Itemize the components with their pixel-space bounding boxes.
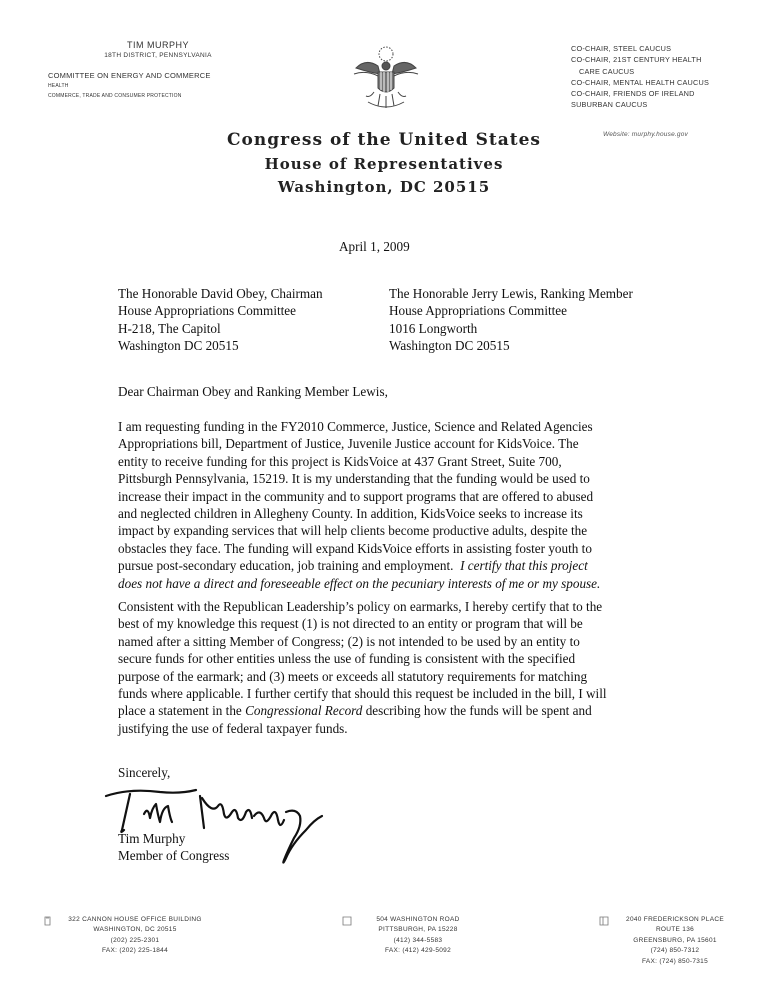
recipient-lewis: [389, 285, 633, 355]
paragraph-line: entity to receive funding for this project is KidsVoice at 437 Grant Street, Suite 700,: [118, 453, 562, 469]
office-line: 2040 FREDERICKSON PLACE: [626, 916, 724, 923]
paragraph-line: I am requesting funding in the FY2010 Commerce, Justice, Science and Related Agencies: [118, 419, 593, 434]
document-icon: [599, 916, 609, 926]
line-text: place a statement in the: [118, 703, 246, 719]
office-line: 504 WASHINGTON ROAD: [376, 916, 460, 923]
line-text: describing how the funds will be spent and: [362, 703, 592, 719]
paragraph-line: best of my knowledge this request (1) is not directed to an entity or program that will be: [118, 616, 583, 632]
office-line: 322 CANNON HOUSE OFFICE BUILDING: [68, 916, 202, 923]
paragraph-line: funds where applicable. I further certify that should this request be included in the bill, I will: [118, 686, 607, 702]
header-right: [571, 43, 761, 140]
paragraph-line: [118, 702, 748, 719]
closing: Sincerely,: [118, 765, 171, 780]
caucus-friends-ireland: CO-CHAIR, FRIENDS OF IRELAND: [571, 89, 695, 99]
signer-block: [118, 830, 229, 865]
certification-text: does not have a direct and foreseeable effect on the pecuniary interests of me or my spouse.: [118, 575, 601, 591]
subcommittee-commerce: COMMERCE, TRADE AND CONSUMER PROTECTION: [48, 93, 182, 99]
title-address: Washington, DC 20515: [277, 178, 491, 196]
paragraph-line: Appropriations bill, Department of Justice, Juvenile Justice account for KidsVoice. The: [118, 436, 579, 452]
caucus-health-line1: CO-CHAIR, 21ST CENTURY HEALTH: [571, 55, 702, 65]
recipient-line: Washington DC 20515: [389, 338, 510, 354]
office-greensburg: [615, 915, 735, 967]
paragraph-line: increase their impact in the community and to support programs that are offered to abused: [118, 488, 594, 504]
office-line: FAX: (412) 429-5092: [384, 947, 452, 955]
office-line: FAX: (202) 225-1844: [101, 947, 169, 955]
letter-date: April 1, 2009: [339, 239, 410, 254]
office-line: ROUTE 136: [655, 926, 695, 934]
recipient-line: H-218, The Capitol: [118, 320, 221, 336]
recipient-line: House Appropriations Committee: [118, 303, 297, 319]
paragraph-line: purpose of the earmark; and (3) meets or exceeds all statutory requirements for matching: [118, 668, 588, 684]
office-line: (412) 344-5583: [393, 936, 443, 944]
member-district: 18TH DISTRICT, PENNSYLVANIA: [104, 52, 212, 59]
office-line: PITTSBURGH, PA 15228: [378, 926, 458, 934]
recipient-line: The Honorable David Obey, Chairman: [118, 286, 323, 301]
office-washington: [60, 915, 210, 957]
paragraph-line: Pittsburgh Pennsylvania, 15219. It is my understanding that the funding would be used to: [118, 471, 590, 487]
caucus-suburban: SUBURBAN CAUCUS: [571, 100, 648, 110]
committee-name: COMMITTEE ON ENERGY AND COMMERCE: [48, 71, 211, 80]
title-house: House of Representatives: [264, 155, 504, 173]
caucus-mental-health: CO-CHAIR, MENTAL HEALTH CAUCUS: [571, 77, 710, 87]
paragraph-line: named after a sitting Member of Congress; (2) is not intended to be used by an entity to: [118, 633, 580, 649]
recipient-line: 1016 Longworth: [389, 320, 478, 336]
paragraph-line: and neglected children in Allegheny County. In addition, KidsVoice seeks to increase its: [118, 506, 583, 522]
signer-name: Tim Murphy: [118, 831, 186, 846]
recipient-line: Washington DC 20515: [118, 338, 239, 354]
paragraph-line: Consistent with the Republican Leadership’s policy on earmarks, I hereby certify that to the: [118, 599, 603, 614]
great-seal-icon: [348, 40, 424, 116]
signer-title: Member of Congress: [118, 848, 230, 864]
congressional-record: Congressional Record: [245, 703, 363, 719]
document-icon: [342, 916, 352, 926]
line-text: pursue post-secondary education, job training and employment.: [118, 558, 461, 574]
paragraph-line: impact by expanding services that will help clients become productive adults, despite the: [118, 523, 588, 539]
paragraph-line: justifying the use of federal taxpayer funds.: [118, 720, 348, 736]
paragraph-request: [118, 418, 748, 592]
title-congress: Congress of the United States: [227, 130, 541, 150]
document-icon: [44, 916, 54, 926]
office-line: (202) 225-2301: [110, 936, 160, 944]
paragraph-line: secure funds for other entities unless the use of funding is consistent with the specified: [118, 651, 576, 667]
member-name: TIM MURPHY: [127, 40, 189, 50]
subcommittee-health: HEALTH: [48, 83, 69, 89]
office-line: WASHINGTON, DC 20515: [93, 926, 177, 934]
recipient-obey: [118, 285, 323, 355]
header-left: [48, 40, 298, 99]
paragraph-earmark-certification: [118, 598, 748, 737]
letterhead-title: [0, 130, 768, 196]
salutation: Dear Chairman Obey and Ranking Member Lewis,: [118, 384, 388, 399]
office-pittsburgh: [358, 915, 478, 957]
recipient-line: House Appropriations Committee: [389, 303, 568, 319]
website: Website: murphy.house.gov: [603, 130, 688, 138]
office-line: (724) 850-7312: [650, 947, 700, 955]
office-line: FAX: (724) 850-7315: [641, 957, 709, 965]
caucus-health-line2: CARE CAUCUS: [579, 66, 635, 76]
paragraph-line: [118, 557, 748, 574]
caucus-steel: CO-CHAIR, STEEL CAUCUS: [571, 44, 672, 53]
recipient-line: The Honorable Jerry Lewis, Ranking Member: [389, 286, 633, 301]
office-line: GREENSBURG, PA 15601: [633, 936, 717, 944]
paragraph-line: obstacles they face. The funding will expand KidsVoice efforts in assisting foster youth to: [118, 540, 592, 556]
certification-text: I certify that this project: [460, 558, 588, 574]
